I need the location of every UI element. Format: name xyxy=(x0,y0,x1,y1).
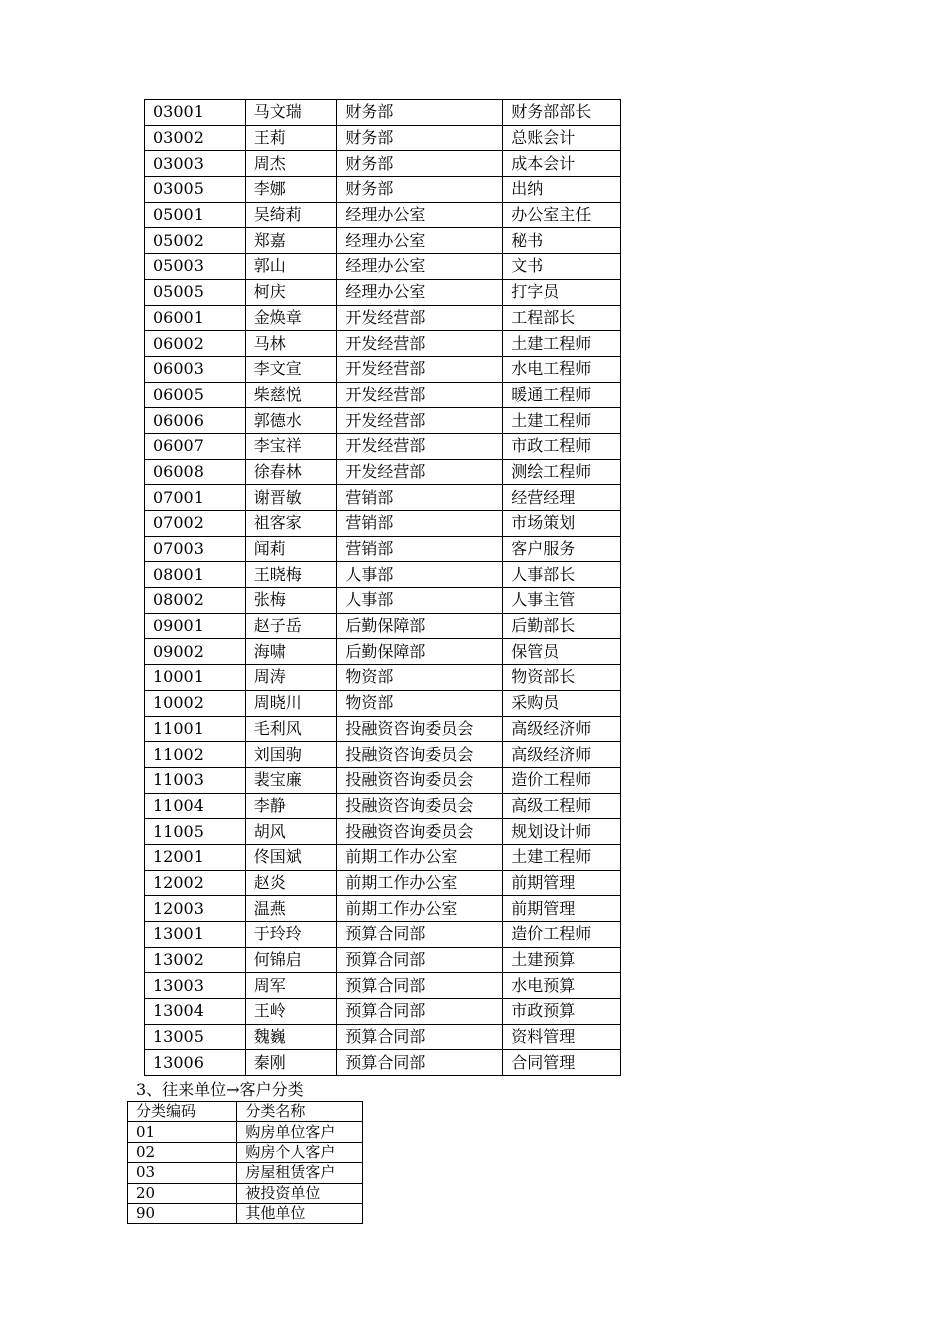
table-row xyxy=(145,511,621,537)
cell-department: 投融资咨询委员会 xyxy=(337,742,503,768)
cell-code: 06006 xyxy=(145,408,246,434)
cell-code: 06001 xyxy=(145,305,246,331)
table-row xyxy=(128,1163,363,1183)
cell-code: 12001 xyxy=(145,844,246,870)
cell-department: 开发经营部 xyxy=(337,382,503,408)
cell-position: 打字员 xyxy=(503,279,621,305)
cell-department: 开发经营部 xyxy=(337,433,503,459)
cell-name: 刘国驹 xyxy=(245,742,337,768)
cell-name: 赵子岳 xyxy=(245,613,337,639)
header-class-code: 分类编码 xyxy=(128,1102,237,1122)
cell-code: 07003 xyxy=(145,536,246,562)
cell-code: 05005 xyxy=(145,279,246,305)
cell-department: 投融资咨询委员会 xyxy=(337,767,503,793)
cell-department: 人事部 xyxy=(337,562,503,588)
cell-code: 10002 xyxy=(145,690,246,716)
cell-department: 财务部 xyxy=(337,177,503,203)
cell-position: 合同管理 xyxy=(503,1050,621,1076)
cell-position: 经营经理 xyxy=(503,485,621,511)
cell-code: 06008 xyxy=(145,459,246,485)
cell-department: 经理办公室 xyxy=(337,279,503,305)
cell-name: 马林 xyxy=(245,331,337,357)
cell-code: 11001 xyxy=(145,716,246,742)
cell-name: 张梅 xyxy=(245,588,337,614)
cell-name: 郭德水 xyxy=(245,408,337,434)
cell-name: 马文瑞 xyxy=(245,100,337,126)
table-row xyxy=(145,588,621,614)
cell-position: 土建工程师 xyxy=(503,844,621,870)
cell-position: 成本会计 xyxy=(503,151,621,177)
cell-code: 11002 xyxy=(145,742,246,768)
cell-name: 周军 xyxy=(245,973,337,999)
cell-class-code: 02 xyxy=(128,1142,237,1162)
cell-position: 造价工程师 xyxy=(503,767,621,793)
table-row xyxy=(145,896,621,922)
section-heading: 3、往来单位→客户分类 xyxy=(136,1080,304,1099)
staff-table-body xyxy=(145,100,621,1076)
cell-name: 李文宣 xyxy=(245,356,337,382)
header-class-name: 分类名称 xyxy=(237,1102,363,1122)
cell-class-code: 01 xyxy=(128,1122,237,1142)
cell-department: 前期工作办公室 xyxy=(337,844,503,870)
table-row xyxy=(145,100,621,126)
cell-name: 柴慈悦 xyxy=(245,382,337,408)
cell-code: 08002 xyxy=(145,588,246,614)
table-row xyxy=(145,485,621,511)
cell-code: 03003 xyxy=(145,151,246,177)
cell-position: 客户服务 xyxy=(503,536,621,562)
cell-position: 市场策划 xyxy=(503,511,621,537)
cell-name: 李宝祥 xyxy=(245,433,337,459)
cell-position: 资料管理 xyxy=(503,1024,621,1050)
cell-class-name: 其他单位 xyxy=(237,1203,363,1223)
table-row xyxy=(145,202,621,228)
cell-name: 郭山 xyxy=(245,254,337,280)
cell-class-name: 房屋租赁客户 xyxy=(237,1163,363,1183)
cell-name: 闻莉 xyxy=(245,536,337,562)
cell-name: 郑嘉 xyxy=(245,228,337,254)
cell-class-name: 被投资单位 xyxy=(237,1183,363,1203)
cell-position: 造价工程师 xyxy=(503,922,621,948)
cell-department: 人事部 xyxy=(337,588,503,614)
cell-department: 经理办公室 xyxy=(337,202,503,228)
cell-name: 周晓川 xyxy=(245,690,337,716)
cell-department: 开发经营部 xyxy=(337,331,503,357)
cell-name: 何锦启 xyxy=(245,947,337,973)
cell-code: 06005 xyxy=(145,382,246,408)
cell-name: 谢晋敏 xyxy=(245,485,337,511)
cell-department: 营销部 xyxy=(337,511,503,537)
table-row xyxy=(145,690,621,716)
cell-department: 开发经营部 xyxy=(337,356,503,382)
cell-code: 06007 xyxy=(145,433,246,459)
cell-department: 物资部 xyxy=(337,690,503,716)
cell-name: 海啸 xyxy=(245,639,337,665)
cell-code: 13005 xyxy=(145,1024,246,1050)
cell-position: 土建工程师 xyxy=(503,331,621,357)
cell-name: 毛利风 xyxy=(245,716,337,742)
cell-code: 05001 xyxy=(145,202,246,228)
cell-position: 物资部长 xyxy=(503,665,621,691)
table-row xyxy=(145,742,621,768)
table-row xyxy=(145,562,621,588)
cell-department: 经理办公室 xyxy=(337,228,503,254)
cell-name: 王岭 xyxy=(245,999,337,1025)
cell-position: 前期管理 xyxy=(503,870,621,896)
cell-position: 后勤部长 xyxy=(503,613,621,639)
staff-table xyxy=(144,99,621,1076)
cell-department: 投融资咨询委员会 xyxy=(337,793,503,819)
cell-name: 王晓梅 xyxy=(245,562,337,588)
cell-code: 09002 xyxy=(145,639,246,665)
table-row xyxy=(145,767,621,793)
cell-name: 李静 xyxy=(245,793,337,819)
cell-name: 佟国斌 xyxy=(245,844,337,870)
table-row xyxy=(145,716,621,742)
table-row xyxy=(145,793,621,819)
table-row xyxy=(128,1142,363,1162)
table-row xyxy=(145,305,621,331)
table-row xyxy=(145,459,621,485)
cell-position: 测绘工程师 xyxy=(503,459,621,485)
cell-name: 吴绮莉 xyxy=(245,202,337,228)
cell-department: 预算合同部 xyxy=(337,1024,503,1050)
cell-code: 13003 xyxy=(145,973,246,999)
cell-code: 06003 xyxy=(145,356,246,382)
table-row xyxy=(145,819,621,845)
cell-code: 07001 xyxy=(145,485,246,511)
cell-name: 徐春林 xyxy=(245,459,337,485)
cell-position: 秘书 xyxy=(503,228,621,254)
table-row xyxy=(128,1122,363,1142)
table-row xyxy=(145,665,621,691)
cell-position: 人事部长 xyxy=(503,562,621,588)
cell-class-code: 90 xyxy=(128,1203,237,1223)
cell-position: 总账会计 xyxy=(503,125,621,151)
table-row xyxy=(145,536,621,562)
cell-position: 高级经济师 xyxy=(503,716,621,742)
cell-department: 投融资咨询委员会 xyxy=(337,819,503,845)
cell-department: 预算合同部 xyxy=(337,973,503,999)
cell-code: 07002 xyxy=(145,511,246,537)
cell-code: 11004 xyxy=(145,793,246,819)
cell-department: 经理办公室 xyxy=(337,254,503,280)
table-row xyxy=(145,870,621,896)
cell-position: 保管员 xyxy=(503,639,621,665)
table-row xyxy=(145,947,621,973)
table-row xyxy=(145,433,621,459)
cell-position: 出纳 xyxy=(503,177,621,203)
cell-position: 前期管理 xyxy=(503,896,621,922)
cell-position: 土建工程师 xyxy=(503,408,621,434)
cell-class-name: 购房个人客户 xyxy=(237,1142,363,1162)
cell-code: 13004 xyxy=(145,999,246,1025)
cell-code: 11005 xyxy=(145,819,246,845)
cell-position: 工程部长 xyxy=(503,305,621,331)
table-row xyxy=(128,1203,363,1223)
cell-name: 金焕章 xyxy=(245,305,337,331)
table-row xyxy=(145,639,621,665)
cell-position: 高级经济师 xyxy=(503,742,621,768)
cell-code: 13001 xyxy=(145,922,246,948)
table-row xyxy=(145,382,621,408)
cell-position: 暖通工程师 xyxy=(503,382,621,408)
table-row xyxy=(145,331,621,357)
cell-name: 赵炎 xyxy=(245,870,337,896)
cell-department: 营销部 xyxy=(337,536,503,562)
cell-department: 前期工作办公室 xyxy=(337,896,503,922)
cell-code: 10001 xyxy=(145,665,246,691)
cell-name: 温燕 xyxy=(245,896,337,922)
table-row xyxy=(145,973,621,999)
table-row xyxy=(145,1024,621,1050)
cell-code: 12002 xyxy=(145,870,246,896)
cell-department: 投融资咨询委员会 xyxy=(337,716,503,742)
table-row xyxy=(145,177,621,203)
cell-position: 高级工程师 xyxy=(503,793,621,819)
customer-class-table-body xyxy=(128,1122,363,1224)
cell-department: 预算合同部 xyxy=(337,922,503,948)
customer-class-header-row xyxy=(128,1102,363,1122)
table-row xyxy=(145,844,621,870)
table-row xyxy=(128,1183,363,1203)
cell-department: 后勤保障部 xyxy=(337,639,503,665)
cell-name: 秦刚 xyxy=(245,1050,337,1076)
cell-class-code: 20 xyxy=(128,1183,237,1203)
cell-code: 12003 xyxy=(145,896,246,922)
cell-department: 预算合同部 xyxy=(337,999,503,1025)
table-row xyxy=(145,151,621,177)
cell-position: 办公室主任 xyxy=(503,202,621,228)
cell-name: 裴宝廉 xyxy=(245,767,337,793)
table-row xyxy=(145,125,621,151)
table-row xyxy=(145,254,621,280)
cell-department: 财务部 xyxy=(337,100,503,126)
table-row xyxy=(145,279,621,305)
cell-code: 03002 xyxy=(145,125,246,151)
cell-department: 开发经营部 xyxy=(337,305,503,331)
cell-position: 市政预算 xyxy=(503,999,621,1025)
cell-department: 后勤保障部 xyxy=(337,613,503,639)
cell-code: 05002 xyxy=(145,228,246,254)
cell-position: 财务部部长 xyxy=(503,100,621,126)
cell-department: 物资部 xyxy=(337,665,503,691)
table-row xyxy=(145,922,621,948)
table-row xyxy=(145,613,621,639)
table-row xyxy=(145,408,621,434)
cell-code: 03001 xyxy=(145,100,246,126)
customer-class-table xyxy=(127,1101,363,1224)
cell-code: 11003 xyxy=(145,767,246,793)
table-row xyxy=(145,228,621,254)
cell-position: 采购员 xyxy=(503,690,621,716)
cell-name: 祖客家 xyxy=(245,511,337,537)
cell-name: 李娜 xyxy=(245,177,337,203)
cell-department: 营销部 xyxy=(337,485,503,511)
cell-name: 周涛 xyxy=(245,665,337,691)
cell-position: 规划设计师 xyxy=(503,819,621,845)
cell-position: 水电工程师 xyxy=(503,356,621,382)
cell-code: 06002 xyxy=(145,331,246,357)
table-row xyxy=(145,356,621,382)
cell-name: 胡风 xyxy=(245,819,337,845)
cell-position: 人事主管 xyxy=(503,588,621,614)
cell-name: 于玲玲 xyxy=(245,922,337,948)
cell-code: 13002 xyxy=(145,947,246,973)
cell-name: 柯庆 xyxy=(245,279,337,305)
cell-class-name: 购房单位客户 xyxy=(237,1122,363,1142)
table-row xyxy=(145,999,621,1025)
cell-name: 魏巍 xyxy=(245,1024,337,1050)
cell-department: 开发经营部 xyxy=(337,459,503,485)
cell-code: 05003 xyxy=(145,254,246,280)
cell-code: 03005 xyxy=(145,177,246,203)
cell-name: 王莉 xyxy=(245,125,337,151)
cell-name: 周杰 xyxy=(245,151,337,177)
cell-department: 财务部 xyxy=(337,125,503,151)
table-row xyxy=(145,1050,621,1076)
cell-position: 土建预算 xyxy=(503,947,621,973)
cell-department: 财务部 xyxy=(337,151,503,177)
cell-class-code: 03 xyxy=(128,1163,237,1183)
cell-position: 文书 xyxy=(503,254,621,280)
cell-code: 09001 xyxy=(145,613,246,639)
cell-position: 水电预算 xyxy=(503,973,621,999)
cell-code: 13006 xyxy=(145,1050,246,1076)
cell-department: 开发经营部 xyxy=(337,408,503,434)
cell-department: 前期工作办公室 xyxy=(337,870,503,896)
cell-position: 市政工程师 xyxy=(503,433,621,459)
cell-department: 预算合同部 xyxy=(337,947,503,973)
cell-department: 预算合同部 xyxy=(337,1050,503,1076)
cell-code: 08001 xyxy=(145,562,246,588)
